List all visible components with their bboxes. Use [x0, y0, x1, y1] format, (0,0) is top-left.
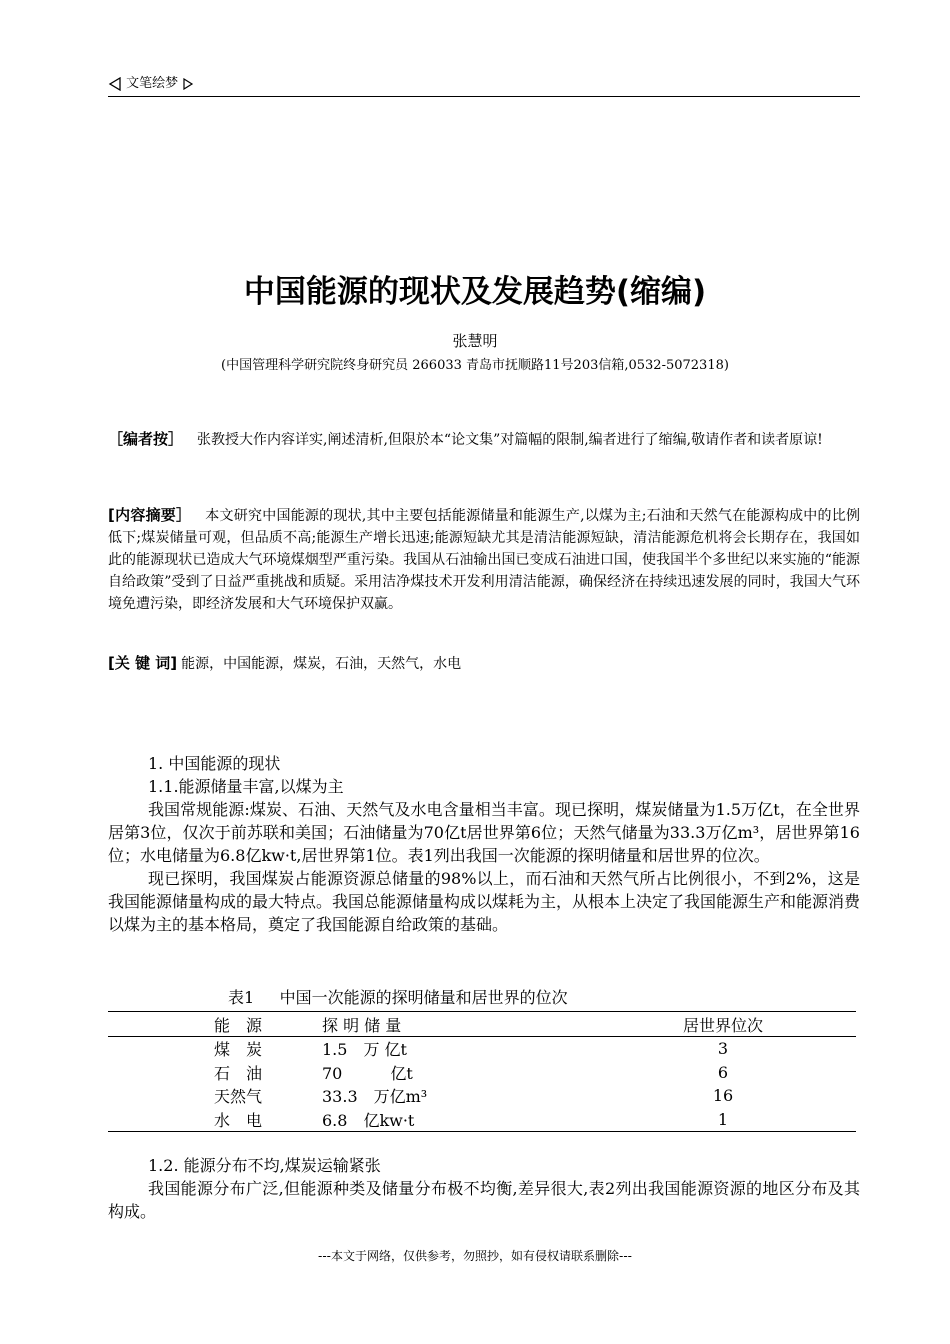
table-cell: 3 [717, 1039, 729, 1059]
table-cell: 33.3 万亿m³ [322, 1087, 428, 1107]
article-title: 中国能源的现状及发展趋势(缩编) [243, 274, 707, 310]
table-caption [108, 986, 860, 1010]
table-cell: 16 [712, 1086, 734, 1106]
table-cell: 水 电 [214, 1110, 263, 1130]
table-cell: 70 亿t [322, 1063, 413, 1083]
table-caption-number: 表1 [228, 988, 255, 1007]
paragraph-2: 现已探明，我国煤炭占能源资源总储量的98%以上，而石油和天然气所占比例很小，不到2%，这是我国能源储量构成的最大特点。我国总能源储量构成以煤耗为主，从根本上决定了我国能源生产和能源消费以煤为主的基本格局，奠定了我国能源自给政策的基础。 [108, 869, 861, 934]
abstract-label: [内容摘要］ [108, 506, 192, 524]
table-header-reserves: 探 明 储 量 [322, 1012, 590, 1037]
table-cell: 天然气 [214, 1087, 263, 1107]
table-row [108, 1108, 856, 1132]
table-caption-text: 中国一次能源的探明储量和居世界的位次 [279, 988, 568, 1007]
page-footer: ---本文于网络，仅供参考，勿照抄，如有侵权请联系删除--- [318, 1249, 632, 1263]
right-triangle-icon [182, 78, 194, 90]
abstract [108, 504, 860, 615]
energy-reserves-table [108, 1011, 856, 1132]
table-row [108, 1037, 856, 1061]
keywords-label: [关 键 词] [108, 654, 178, 672]
editor-note [108, 428, 860, 451]
body-section-2 [108, 1154, 860, 1223]
table-row [108, 1084, 856, 1108]
keywords [108, 652, 860, 675]
page-header [108, 74, 860, 97]
author-name: 张慧明 [452, 332, 498, 350]
section-heading-1-1: 1.1.能源储量丰富,以煤为主 [148, 777, 344, 796]
body-section-1 [108, 752, 860, 936]
editor-note-label: ［编者按］ [108, 430, 184, 448]
table-row [108, 1061, 856, 1085]
table-header-row [108, 1012, 856, 1037]
table-cell: 1.5 万 亿t [322, 1040, 407, 1060]
editor-note-text: 张教授大作内容详实,阐述清析,但限於本“论文集”对篇幅的限制,编者进行了缩编,敬请作者和读者原谅! [197, 432, 823, 448]
table-cell: 石 油 [214, 1063, 263, 1083]
abstract-text: 本文研究中国能源的现状,其中主要包括能源储量和能源生产,以煤为主;石油和天然气在能源构成中的比例低下;煤炭储量可观，但品质不高;能源生产增长迅速;能源短缺尤其是清洁能源短缺，清洁能源危机将会长期存在，我国如此的能源现状已造成大气环境煤烟型严重污染。我国从石油输出国已变成石油进口国，使我国半个多世纪以来实施的“能源自给政策”受到了日益严重挑战和质疑。采用洁净煤技术开发利用清洁能源，确保经济在持续迅速发展的同时，我国大气环境免遭污染，即经济发展和大气环境保护双赢。 [108, 508, 860, 612]
table-cell: 6.8 亿kw·t [322, 1110, 415, 1130]
left-triangle-icon [108, 77, 122, 91]
section-heading-1-2: 1.2. 能源分布不均,煤炭运输紧张 [148, 1156, 381, 1175]
paragraph-1: 我国常规能源:煤炭、石油、天然气及水电含量相当丰富。现已探明，煤炭储量为1.5万亿t，在全世界居第3位，仅次于前苏联和美国；石油储量为70亿t居世界第6位；天然气储量为33.3万亿m³，居世界第16位；水电储量为6.8亿kw·t,居世界第1位。表1列出我国一次能源的探明储量和居世界的位次。 [108, 800, 860, 865]
paragraph-3: 我国能源分布广泛,但能源种类及储量分布极不均衡,差异很大,表2列出我国能源资源的地区分布及其构成。 [108, 1179, 860, 1221]
table-cell: 煤 炭 [214, 1040, 263, 1060]
table-cell: 6 [717, 1062, 729, 1082]
keywords-text: 能源，中国能源，煤炭，石油，天然气，水电 [181, 656, 462, 672]
author-affiliation: (中国管理科学研究院终身研究员 266033 青岛市抚顺路11号203信箱,0532-5072318) [221, 358, 729, 373]
section-heading-1: 1. 中国能源的现状 [148, 754, 281, 773]
table-header-rank: 居世界位次 [590, 1012, 856, 1037]
table-cell: 1 [717, 1109, 729, 1129]
table-header-energy: 能 源 [108, 1012, 322, 1037]
header-text: 文笔绘梦 [126, 76, 179, 91]
